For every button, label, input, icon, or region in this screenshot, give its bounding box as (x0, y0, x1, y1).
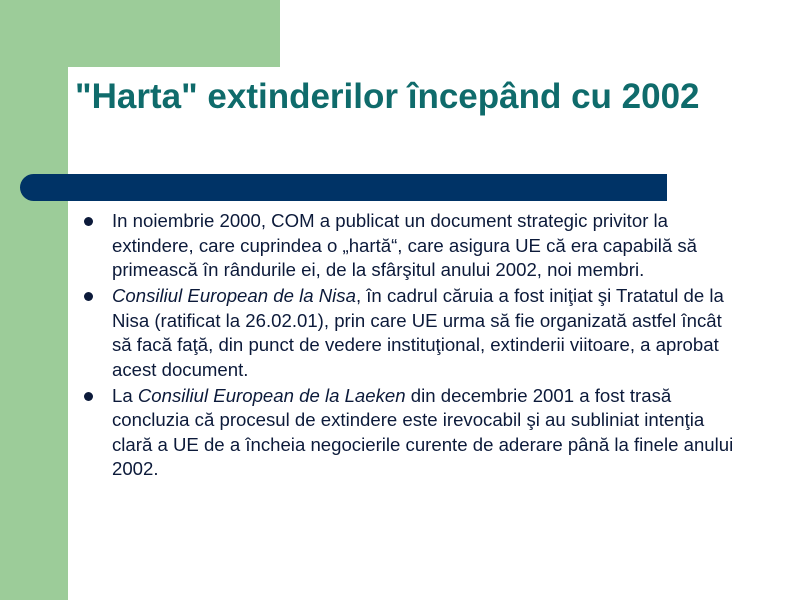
bullet-item-2 (80, 284, 745, 382)
bullet-text: , în cadrul căruia a fost iniţiat şi Tratatul de la Nisa (ratificat la 26.02.01), prin care UE urma să fie organizată astfel încât să facă faţă, din punct de vedere instituţional, extinderii viitoare, a aprobat acest document. (112, 285, 724, 380)
top-green-band (0, 0, 280, 67)
bullet-dot-icon (84, 217, 93, 226)
bullet-dot-icon (84, 392, 93, 401)
slide-title: "Harta" extinderilor începând cu 2002 (75, 77, 700, 116)
bullet-emphasis: Consiliul European de la Nisa (112, 285, 356, 306)
bullet-list (80, 209, 745, 483)
bullet-lead: La (112, 384, 138, 406)
title-underline-bar (20, 174, 667, 201)
bullet-text: din decembrie 2001 a fost trasă concluzia că procesul de extindere este irevocabil şi au subliniat intenţia clară a UE de a încheia negocierile curente de aderare până la finele anului 2002. (112, 384, 734, 479)
bullet-item-1 (80, 209, 745, 283)
bullet-text: In noiembrie 2000, COM a publicat un document strategic privitor la extindere, care cuprindea o „hartă“, care asigura UE că era capabilă să primească în rândurile ei, de la sfârşitul anului 2002, noi membri. (112, 210, 697, 280)
bullet-emphasis: Consiliul European de la Laeken (137, 384, 406, 406)
bullet-item-3 (80, 384, 745, 482)
sidebar-green-band (0, 0, 68, 600)
bullet-dot-icon (84, 292, 93, 301)
